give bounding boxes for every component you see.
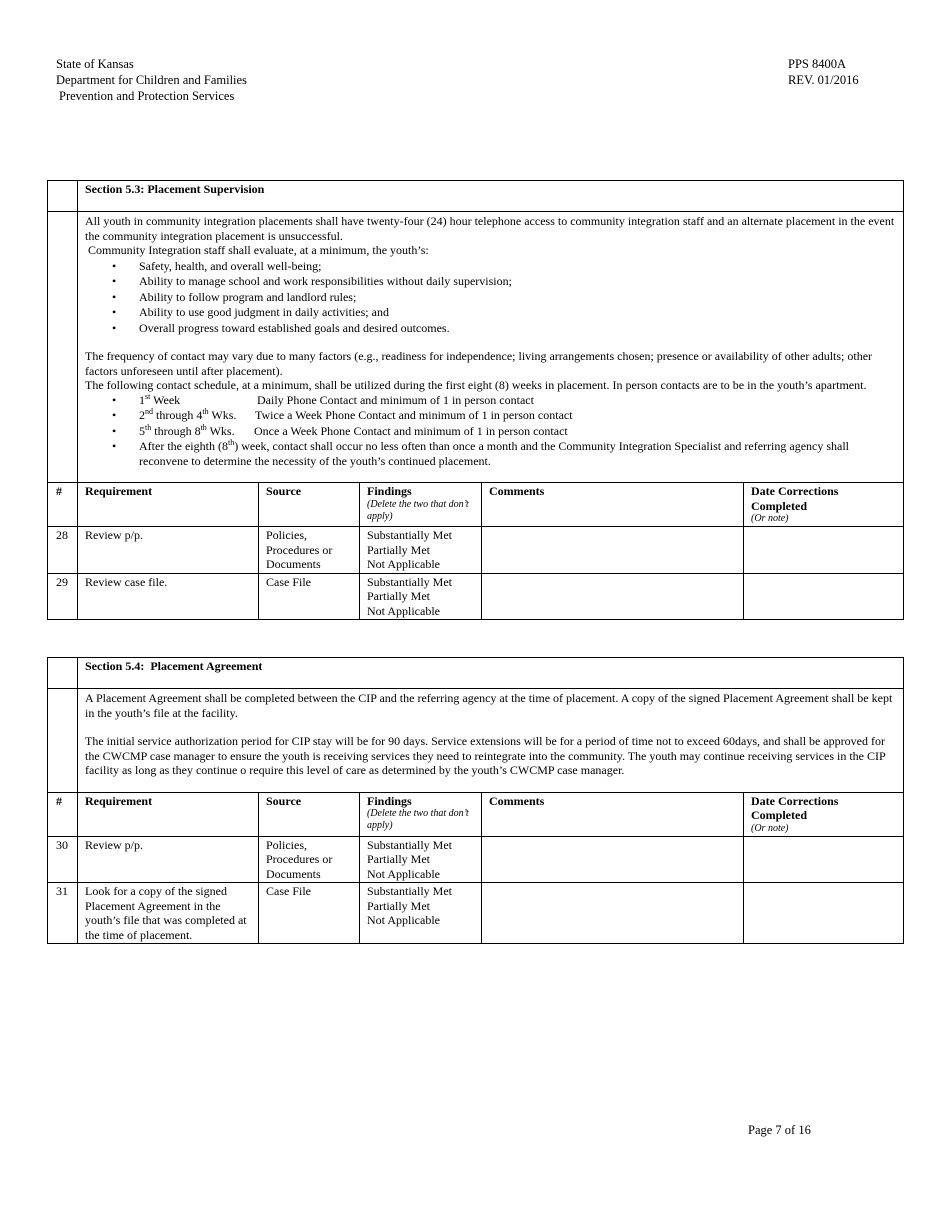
title-num-cell bbox=[48, 181, 78, 212]
table-row bbox=[48, 883, 904, 944]
schedule-item: • 5th through 8th Wks. Once a Week Phone Contact and minimum of 1 in person contact bbox=[139, 424, 896, 439]
table-row bbox=[48, 573, 904, 620]
comments-cell[interactable] bbox=[482, 527, 744, 574]
row-number: 31 bbox=[48, 883, 78, 944]
col-date-corrections: Date Corrections Completed (Or note) bbox=[744, 483, 904, 527]
schedule-item: • 1st Week Daily Phone Contact and minimum of 1 in person contact bbox=[139, 393, 896, 408]
col-num: # bbox=[48, 792, 78, 836]
row-number: 30 bbox=[48, 836, 78, 883]
col-findings: Findings (Delete the two that don’t apply) bbox=[360, 483, 482, 527]
list-item: • Safety, health, and overall well-being; bbox=[139, 259, 896, 274]
form-revision: REV. 01/2016 bbox=[788, 73, 859, 87]
section-body bbox=[78, 689, 904, 793]
comments-cell[interactable] bbox=[482, 573, 744, 620]
date-cell[interactable] bbox=[744, 836, 904, 883]
page-number: Page 7 of 16 bbox=[748, 1123, 811, 1137]
paragraph: The frequency of contact may vary due to many factors (e.g., readiness for independence; living arrangements chosen; presence or availability of other adults; other factors unforeseen until after placement). bbox=[85, 349, 873, 378]
paragraph: The following contact schedule, at a minimum, shall be utilized during the first eight (8) weeks in placement. In person contacts are to be in the youth’s apartment. bbox=[85, 378, 867, 392]
schedule-item: • After the eighth (8th) week, contact shall occur no less often than once a month and the Community Integration Specialist and referring agency shall reconvene to determine the necessity of the youth’s continued placement. bbox=[139, 439, 896, 468]
findings-cell[interactable]: Substantially Met Partially Met Not Applicable bbox=[360, 883, 482, 944]
paragraph: The initial service authorization period for CIP stay will be for 90 days. Service extensions will be for a period of time not to exceed 60days, and shall be approved for the CWCMP case manager to ensure the youth is receiving services they need to reintegrate into the community. The youth may continue receiving services in the CIP facility as long as they continue o require this level of care as determined by the youth’s CWCMP case manager. bbox=[85, 734, 886, 777]
schedule-item: • 2nd through 4th Wks. Twice a Week Phone Contact and minimum of 1 in person contact bbox=[139, 408, 896, 423]
col-date-corrections: Date Corrections Completed (Or note) bbox=[744, 792, 904, 836]
date-cell[interactable] bbox=[744, 527, 904, 574]
col-requirement: Requirement bbox=[78, 792, 259, 836]
list-item: • Ability to use good judgment in daily activities; and bbox=[139, 305, 896, 320]
body-num-cell bbox=[48, 689, 78, 793]
form-header bbox=[788, 56, 859, 88]
title-num-cell bbox=[48, 658, 78, 689]
paragraph: Community Integration staff shall evaluate, at a minimum, the youth’s: bbox=[85, 243, 429, 257]
list-item: • Overall progress toward established goals and desired outcomes. bbox=[139, 321, 896, 336]
findings-cell[interactable]: Substantially Met Partially Met Not Applicable bbox=[360, 573, 482, 620]
contact-schedule-list bbox=[85, 393, 896, 469]
col-comments: Comments bbox=[482, 792, 744, 836]
col-requirement: Requirement bbox=[78, 483, 259, 527]
section-title: Section 5.3: Placement Supervision bbox=[78, 181, 904, 212]
section-body bbox=[78, 212, 904, 483]
division-name: Prevention and Protection Services bbox=[59, 89, 235, 103]
form-id: PPS 8400A bbox=[788, 57, 847, 71]
date-note: (Or note) bbox=[751, 822, 789, 834]
findings-note: (Delete the two that don’t apply) bbox=[367, 808, 469, 831]
col-source: Source bbox=[259, 483, 360, 527]
list-item: • Ability to manage school and work responsibilities without daily supervision; bbox=[139, 274, 896, 289]
agency-header bbox=[56, 56, 247, 104]
requirement-cell: Review p/p. bbox=[78, 527, 259, 574]
column-header-row bbox=[48, 483, 904, 527]
source-cell: Case File bbox=[259, 573, 360, 620]
source-cell: Case File bbox=[259, 883, 360, 944]
date-note: (Or note) bbox=[751, 513, 789, 524]
section-title: Section 5.4: Placement Agreement bbox=[78, 658, 904, 689]
section-5-3-table bbox=[47, 180, 904, 620]
row-number: 29 bbox=[48, 573, 78, 620]
findings-note: (Delete the two that don’t apply) bbox=[367, 498, 469, 522]
evaluation-list bbox=[85, 259, 896, 336]
department-name: Department for Children and Families bbox=[56, 73, 247, 87]
row-number: 28 bbox=[48, 527, 78, 574]
requirement-cell: Review case file. bbox=[78, 573, 259, 620]
comments-cell[interactable] bbox=[482, 836, 744, 883]
list-item: • Ability to follow program and landlord rules; bbox=[139, 290, 896, 305]
state-name: State of Kansas bbox=[56, 57, 134, 71]
table-row bbox=[48, 836, 904, 883]
paragraph: All youth in community integration placements shall have twenty-four (24) hour telephone access to community integration staff and an alternate placement in the event the community integration placement is unsuccessful. bbox=[85, 214, 895, 243]
column-header-row bbox=[48, 792, 904, 836]
date-cell[interactable] bbox=[744, 883, 904, 944]
findings-cell[interactable]: Substantially Met Partially Met Not Applicable bbox=[360, 836, 482, 883]
col-findings: Findings (Delete the two that don’t apply) bbox=[360, 792, 482, 836]
col-comments: Comments bbox=[482, 483, 744, 527]
source-cell: Policies, Procedures or Documents bbox=[259, 836, 360, 883]
requirement-cell: Look for a copy of the signed Placement Agreement in the youth’s file that was completed at the time of placement. bbox=[78, 883, 259, 944]
col-source: Source bbox=[259, 792, 360, 836]
date-cell[interactable] bbox=[744, 573, 904, 620]
requirement-cell: Review p/p. bbox=[78, 836, 259, 883]
table-row bbox=[48, 527, 904, 574]
col-num: # bbox=[48, 483, 78, 527]
findings-cell[interactable]: Substantially Met Partially Met Not Applicable bbox=[360, 527, 482, 574]
section-5-4-table bbox=[47, 657, 904, 944]
source-cell: Policies, Procedures or Documents bbox=[259, 527, 360, 574]
comments-cell[interactable] bbox=[482, 883, 744, 944]
body-num-cell bbox=[48, 212, 78, 483]
paragraph: A Placement Agreement shall be completed between the CIP and the referring agency at the time of placement. A copy of the signed Placement Agreement shall be kept in the youth’s file at the facility. bbox=[85, 691, 893, 720]
